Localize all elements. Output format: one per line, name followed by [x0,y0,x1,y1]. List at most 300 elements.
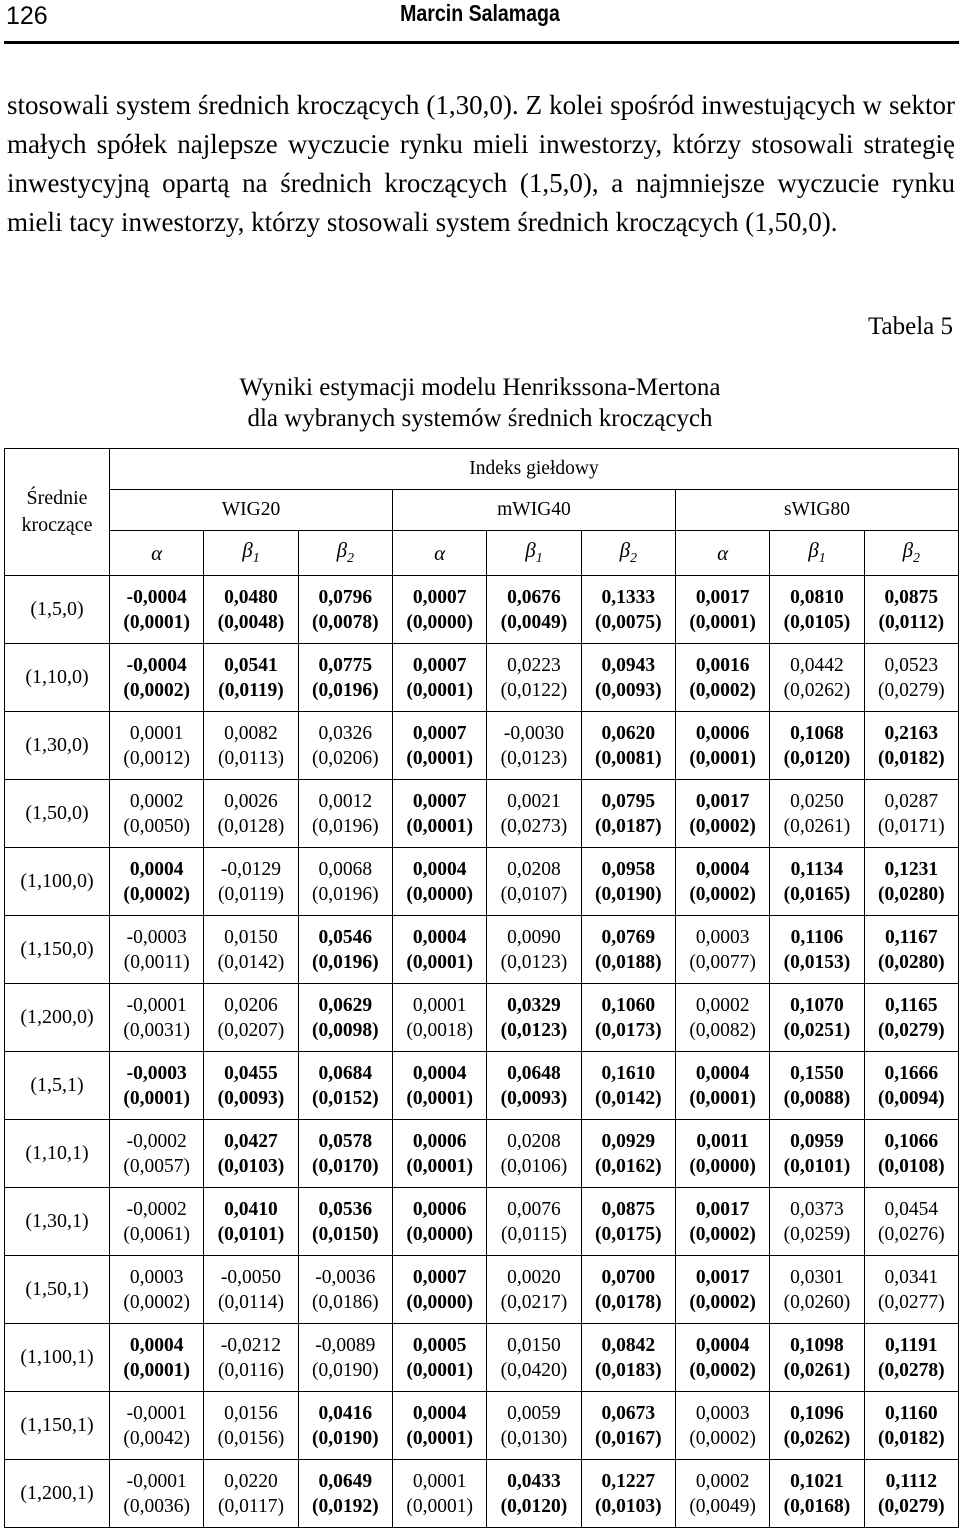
standard-error: (0,0101) [217,1223,285,1245]
estimate-value: 0,0016 [695,654,750,676]
estimate-value: -0,0003 [126,1062,187,1084]
estimate-value: 0,0004 [129,1334,184,1356]
standard-error: (0,0196) [312,951,379,973]
estimate-value: 0,0004 [412,858,467,880]
standard-error: (0,0142) [594,1087,662,1109]
estimate-value: 0,0796 [318,586,373,608]
standard-error: (0,0001) [123,611,190,633]
standard-error: (0,0207) [217,1019,285,1041]
estimate-cell [392,1256,486,1324]
estimate-value: 0,1165 [885,994,938,1016]
row-header-line-2: kroczące [21,514,93,536]
standard-error: (0,0261) [783,815,851,837]
estimate-cell [675,848,769,916]
estimate-value: -0,0002 [126,1198,187,1220]
standard-error: (0,0000) [689,1155,756,1177]
estimate-cell [770,576,864,644]
standard-error: (0,0190) [312,1359,379,1381]
estimate-value: 0,0001 [129,722,184,744]
table-row [5,1392,959,1460]
standard-error: (0,0002) [123,1291,190,1313]
estimate-value: 0,0006 [412,1198,467,1220]
standard-error: (0,0093) [500,1087,568,1109]
standard-error: (0,0262) [783,679,851,701]
estimate-value: 0,0012 [318,790,373,812]
table-row [5,1188,959,1256]
standard-error: (0,0119) [218,883,284,905]
estimate-value: 0,0003 [695,1402,750,1424]
estimate-value: 0,0416 [318,1402,373,1424]
standard-error: (0,0001) [406,815,473,837]
standard-error: (0,0251) [783,1019,851,1041]
standard-error: (0,0078) [312,611,379,633]
estimate-value: 0,0004 [695,1062,750,1084]
estimate-value: 0,0684 [318,1062,373,1084]
standard-error: (0,0162) [594,1155,662,1177]
standard-error: (0,0105) [783,611,851,633]
standard-error: (0,0002) [689,1223,756,1245]
estimate-value: 0,0676 [507,586,561,608]
standard-error: (0,0001) [406,679,473,701]
index-header-wig20: WIG20 [110,490,393,531]
estimate-value: 0,0929 [601,1130,656,1152]
standard-error: (0,0107) [500,883,568,905]
estimate-value: 0,0220 [224,1470,278,1492]
estimate-value: 0,1112 [885,1470,938,1492]
standard-error: (0,0420) [500,1359,568,1381]
caption-line-2: dla wybranych systemów średnich kroczących [247,405,713,432]
standard-error: (0,0061) [123,1223,190,1245]
estimate-cell [770,1120,864,1188]
estimate-cell [487,1052,581,1120]
estimate-value: 0,0810 [790,586,844,608]
estimate-value: 0,0455 [224,1062,278,1084]
estimate-cell [864,1188,958,1256]
estimate-cell [204,712,298,780]
standard-error: (0,0196) [312,815,379,837]
system-label: (1,50,1) [5,1256,110,1324]
estimate-value: 0,0017 [695,790,750,812]
estimate-value: 0,0150 [224,926,278,948]
estimate-cell [110,1188,204,1256]
page-number: 126 [6,2,48,30]
estimate-value: 0,0001 [412,994,467,1016]
estimate-value: 0,0002 [695,1470,750,1492]
estimate-value: 0,1666 [884,1062,939,1084]
estimate-cell [581,1460,675,1528]
estimate-cell [204,848,298,916]
estimate-cell [675,644,769,712]
estimate-value: 0,0480 [224,586,278,608]
estimate-cell [675,1120,769,1188]
estimate-value: -0,0002 [126,1130,187,1152]
table-row [5,712,959,780]
estimate-value: 0,1160 [885,1402,938,1424]
estimate-value: 0,0410 [224,1198,278,1220]
standard-error: (0,0112) [878,611,945,633]
estimate-value: 0,0007 [412,586,467,608]
estimate-value: 0,0007 [412,790,467,812]
standard-error: (0,0190) [594,883,662,905]
standard-error: (0,0187) [594,815,662,837]
system-label: (1,10,0) [5,644,110,712]
estimate-cell [581,916,675,984]
estimate-value: -0,0030 [503,722,565,744]
system-label: (1,100,0) [5,848,110,916]
estimate-cell [487,1256,581,1324]
estimate-cell [487,916,581,984]
estimate-cell [864,780,958,848]
standard-error: (0,0103) [594,1495,662,1517]
estimate-value: 0,0006 [695,722,750,744]
estimate-cell [110,712,204,780]
table-row [5,1256,959,1324]
estimate-value: 0,1098 [790,1334,844,1356]
standard-error: (0,0196) [312,679,379,701]
estimate-value: 0,0958 [601,858,656,880]
estimate-value: 0,0001 [412,1470,467,1492]
estimate-value: 0,0007 [412,722,467,744]
standard-error: (0,0000) [406,883,473,905]
estimate-value: 0,1231 [884,858,939,880]
estimate-value: -0,0050 [220,1266,282,1288]
standard-error: (0,0167) [594,1427,662,1449]
estimate-value: 0,0003 [129,1266,184,1288]
standard-error: (0,0280) [878,951,945,973]
estimate-cell [581,1120,675,1188]
estimate-value: 0,0673 [601,1402,656,1424]
estimate-value: 0,1134 [790,858,844,880]
estimate-cell [204,1460,298,1528]
system-label: (1,5,1) [5,1052,110,1120]
standard-error: (0,0123) [500,1019,568,1041]
standard-error: (0,0115) [501,1223,567,1245]
param-symbol: β [902,538,914,563]
estimate-cell [204,576,298,644]
estimate-cell [110,1460,204,1528]
standard-error: (0,0002) [689,1427,756,1449]
estimate-value: 0,0523 [884,654,939,676]
estimate-value: 0,1060 [601,994,656,1016]
param-header [298,531,392,576]
estimate-value: 0,0017 [695,1198,750,1220]
running-head-author: Marcin Salamaga [400,0,560,26]
estimate-value: 0,1066 [884,1130,939,1152]
estimate-cell [110,644,204,712]
standard-error: (0,0002) [123,883,190,905]
param-symbol: α [717,540,729,565]
estimate-cell [110,984,204,1052]
standard-error: (0,0103) [217,1155,285,1177]
standard-error: (0,0186) [312,1291,379,1313]
param-symbol: β [336,538,348,563]
system-label: (1,150,0) [5,916,110,984]
estimate-cell [298,984,392,1052]
estimate-cell [392,1052,486,1120]
standard-error: (0,0168) [783,1495,851,1517]
estimate-cell [864,984,958,1052]
standard-error: (0,0106) [500,1155,568,1177]
standard-error: (0,0130) [500,1427,568,1449]
estimate-value: 0,0875 [601,1198,656,1220]
standard-error: (0,0116) [218,1359,284,1381]
standard-error: (0,0098) [312,1019,379,1041]
system-label: (1,10,1) [5,1120,110,1188]
estimate-cell [392,1324,486,1392]
estimate-cell [392,916,486,984]
row-header [5,449,110,576]
estimate-cell [110,1392,204,1460]
estimate-value: -0,0089 [315,1334,376,1356]
estimate-cell [770,1052,864,1120]
estimate-cell [581,1188,675,1256]
table-row [5,1460,959,1528]
estimate-value: 0,1550 [790,1062,844,1084]
estimate-cell [204,916,298,984]
param-header [770,531,864,576]
estimate-value: 0,2163 [884,722,939,744]
estimate-value: 0,0004 [695,858,750,880]
estimate-cell [675,984,769,1052]
estimate-value: 0,0002 [695,994,750,1016]
table-row [5,1052,959,1120]
standard-error: (0,0001) [406,1495,473,1517]
estimate-cell [487,848,581,916]
results-table [4,448,959,1528]
estimate-cell [204,1324,298,1392]
estimate-value: 0,0002 [129,790,184,812]
estimate-value: 0,0700 [601,1266,656,1288]
estimate-value: 0,0026 [224,790,278,812]
standard-error: (0,0192) [312,1495,379,1517]
estimate-cell [675,1392,769,1460]
estimate-cell [581,984,675,1052]
param-header [204,531,298,576]
estimate-value: 0,0004 [695,1334,750,1356]
estimate-value: 0,0005 [412,1334,467,1356]
estimate-value: 0,0068 [318,858,373,880]
estimate-value: 0,0541 [224,654,278,676]
row-header-line-1: Średnie [26,487,88,509]
estimate-cell [110,1120,204,1188]
estimate-value: -0,0212 [220,1334,282,1356]
estimate-value: 0,1106 [790,926,844,948]
estimate-cell [487,1460,581,1528]
standard-error: (0,0150) [312,1223,379,1245]
estimate-cell [110,1256,204,1324]
standard-error: (0,0171) [878,815,945,837]
standard-error: (0,0175) [594,1223,662,1245]
standard-error: (0,0188) [594,951,662,973]
estimate-cell [298,1392,392,1460]
system-label: (1,100,1) [5,1324,110,1392]
estimate-cell [204,1256,298,1324]
estimate-cell [392,984,486,1052]
estimate-value: 0,0959 [790,1130,844,1152]
estimate-value: -0,0004 [126,586,187,608]
estimate-value: 0,0020 [507,1266,561,1288]
standard-error: (0,0273) [500,815,568,837]
estimate-cell [770,916,864,984]
table-row [5,916,959,984]
table-row [5,780,959,848]
estimate-cell [298,1120,392,1188]
standard-error: (0,0093) [594,679,662,701]
estimate-value: 0,0373 [790,1198,844,1220]
standard-error: (0,0114) [218,1291,284,1313]
estimate-cell [770,712,864,780]
estimate-value: 0,0341 [884,1266,939,1288]
estimate-cell [392,576,486,644]
standard-error: (0,0050) [123,815,190,837]
estimate-value: 0,0223 [507,654,561,676]
estimate-value: 0,0329 [507,994,561,1016]
estimate-cell [770,1324,864,1392]
estimate-cell [487,712,581,780]
param-subscript: 2 [347,551,355,567]
standard-error: (0,0002) [689,1359,756,1381]
param-symbol: β [525,538,536,563]
estimate-value: 0,1070 [790,994,844,1016]
estimate-value: 0,0842 [601,1334,656,1356]
standard-error: (0,0001) [123,1087,190,1109]
estimate-value: 0,1167 [885,926,938,948]
estimate-cell [487,1324,581,1392]
estimate-cell [675,712,769,780]
estimate-cell [864,576,958,644]
estimate-cell [487,1188,581,1256]
estimate-cell [110,1052,204,1120]
estimate-value: 0,0620 [601,722,656,744]
estimate-cell [392,1120,486,1188]
estimate-cell [298,1188,392,1256]
estimate-cell [204,1188,298,1256]
standard-error: (0,0170) [312,1155,379,1177]
estimate-cell [298,780,392,848]
estimate-cell [864,1256,958,1324]
standard-error: (0,0279) [878,1019,945,1041]
estimate-cell [298,1256,392,1324]
estimate-cell [487,1392,581,1460]
system-label: (1,5,0) [5,576,110,644]
estimate-cell [110,848,204,916]
estimate-cell [770,848,864,916]
standard-error: (0,0001) [689,611,756,633]
estimate-cell [487,576,581,644]
estimate-cell [392,1392,486,1460]
param-symbol: β [808,538,819,563]
estimate-cell [581,1392,675,1460]
estimate-cell [581,712,675,780]
param-symbol: β [619,538,631,563]
estimate-value: 0,0011 [696,1130,749,1152]
estimate-cell [204,1120,298,1188]
estimate-value: 0,0629 [318,994,373,1016]
standard-error: (0,0113) [218,747,284,769]
standard-error: (0,0077) [689,951,756,973]
estimate-value: 0,0021 [507,790,561,812]
estimate-cell [392,1460,486,1528]
estimate-value: 0,0004 [412,1402,467,1424]
estimate-cell [298,1324,392,1392]
estimate-value: -0,0001 [126,994,187,1016]
estimate-value: 0,0059 [507,1402,561,1424]
estimate-cell [298,1460,392,1528]
standard-error: (0,0012) [123,747,190,769]
estimate-cell [298,712,392,780]
estimate-cell [110,916,204,984]
standard-error: (0,0018) [406,1019,473,1041]
standard-error: (0,0156) [217,1427,285,1449]
standard-error: (0,0002) [123,679,190,701]
estimate-cell [675,780,769,848]
parameter-header-row [5,531,959,576]
standard-error: (0,0277) [878,1291,945,1313]
table-caption [0,372,960,434]
estimate-value: 0,0156 [224,1402,278,1424]
estimate-value: -0,0003 [126,926,187,948]
estimate-value: 0,0003 [695,926,750,948]
estimate-value: 0,0433 [507,1470,561,1492]
estimate-value: -0,0036 [315,1266,376,1288]
param-symbol: β [242,538,253,563]
group-header: Indeks giełdowy [110,449,959,490]
estimate-value: 0,0004 [412,926,467,948]
standard-error: (0,0261) [783,1359,851,1381]
param-subscript: 2 [630,551,638,567]
estimate-value: 0,0004 [129,858,184,880]
estimate-value: 0,0546 [318,926,373,948]
estimate-value: -0,0004 [126,654,187,676]
estimate-value: 0,0943 [601,654,656,676]
standard-error: (0,0276) [878,1223,945,1245]
standard-error: (0,0262) [783,1427,851,1449]
estimate-cell [110,1324,204,1392]
estimate-cell [204,1052,298,1120]
index-header-swig80: sWIG80 [675,490,958,531]
standard-error: (0,0183) [594,1359,662,1381]
standard-error: (0,0178) [594,1291,662,1313]
standard-error: (0,0049) [500,611,568,633]
system-label: (1,50,0) [5,780,110,848]
param-symbol: α [151,540,163,565]
estimate-cell [204,644,298,712]
standard-error: (0,0278) [878,1359,945,1381]
standard-error: (0,0001) [406,1087,473,1109]
standard-error: (0,0001) [406,951,473,973]
standard-error: (0,0120) [783,747,851,769]
standard-error: (0,0196) [312,883,379,905]
estimate-cell [298,576,392,644]
estimate-value: 0,0287 [884,790,939,812]
estimate-cell [675,576,769,644]
standard-error: (0,0122) [500,679,568,701]
estimate-value: 0,0007 [412,654,467,676]
estimate-value: -0,0129 [220,858,282,880]
param-symbol: α [434,540,446,565]
estimate-cell [864,848,958,916]
param-subscript: 1 [252,551,260,567]
system-label: (1,30,1) [5,1188,110,1256]
param-header [392,531,486,576]
standard-error: (0,0049) [689,1495,756,1517]
standard-error: (0,0182) [878,747,945,769]
estimate-cell [581,848,675,916]
estimate-cell [110,780,204,848]
estimate-cell [770,1460,864,1528]
estimate-cell [298,848,392,916]
table-row [5,848,959,916]
